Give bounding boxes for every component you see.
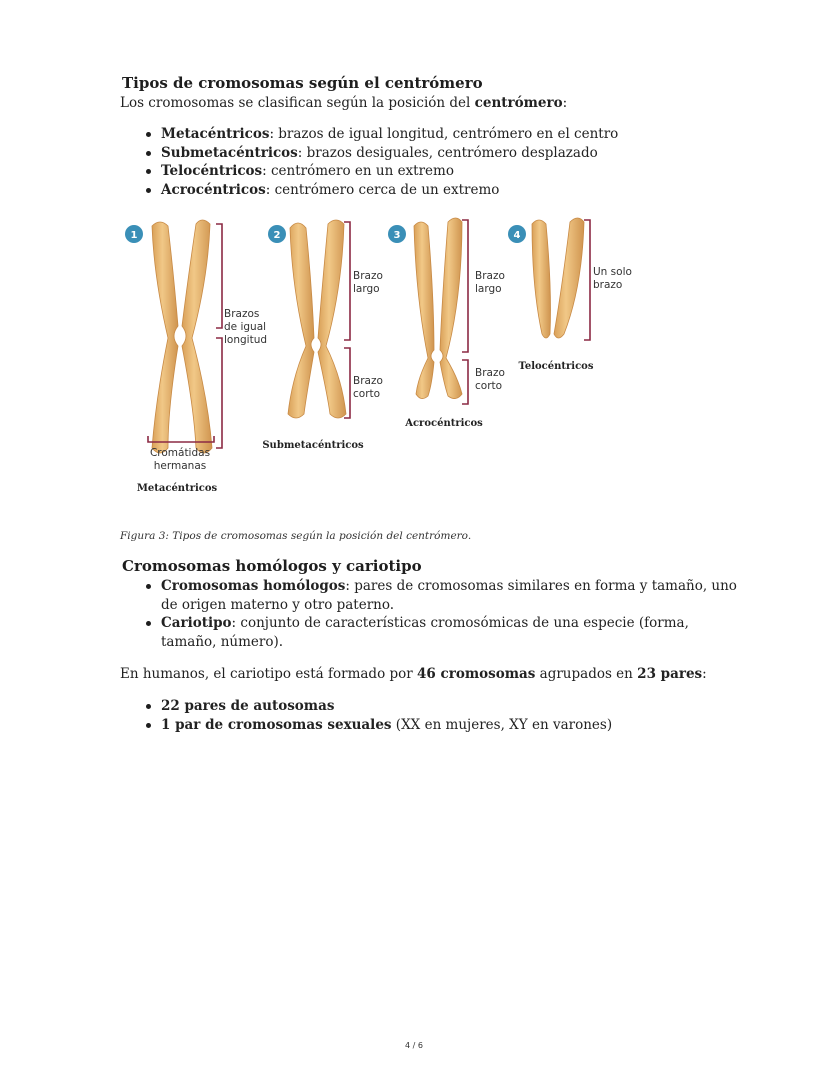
acrocentric-chromosome (414, 218, 462, 399)
number-circle-4 (508, 225, 526, 243)
submetacentric-chromosome (288, 220, 346, 418)
para-text-mid: agrupados en (535, 666, 638, 682)
list-item (144, 697, 612, 716)
label-metacentricos: Metacéntricos (136, 483, 218, 494)
label-telocentricos: Telocéntricos (518, 361, 594, 372)
para-colon: : (702, 666, 707, 682)
svg-text:1: 1 (130, 230, 138, 241)
label-longitud: longitud (224, 334, 268, 346)
chromosome-types-list (144, 125, 618, 199)
list-bold: 1 par de cromosomas sexuales (161, 716, 392, 733)
label-cromatidas: Cromátidas (149, 447, 211, 459)
page-number: 4 / 6 (405, 1041, 423, 1050)
para-bold-23: 23 pares (637, 666, 703, 682)
intro-paragraph (120, 94, 567, 112)
label-brazo-corto-3b: corto (475, 380, 503, 392)
label-submetacentricos: Submetacéntricos (262, 440, 364, 451)
para-bold-46: 46 cromosomas (417, 666, 536, 682)
pairs-list (144, 697, 612, 734)
list-term: Cromosomas homólogos (161, 578, 346, 594)
telocentric-chromosome (532, 218, 584, 338)
label-un-solo: Un solo (593, 266, 632, 278)
karyotype-paragraph (120, 665, 707, 683)
label-de-igual: de igual (224, 321, 267, 333)
list-desc: : conjunto de características cromosómicas de una especie (forma, (231, 615, 689, 631)
label-acrocentricos: Acrocéntricos (405, 418, 483, 429)
homologos-list (144, 577, 737, 651)
intro-text: Los cromosomas se clasifican según la posición del (120, 95, 475, 111)
list-item (144, 716, 612, 735)
label-brazo-largo-3b: largo (475, 283, 502, 295)
list-item (144, 162, 618, 181)
list-desc: : centrómero en un extremo (262, 163, 454, 179)
list-item (144, 144, 618, 163)
list-term: Cariotipo (161, 615, 232, 631)
para-text: En humanos, el cariotipo está formado por (120, 666, 418, 682)
number-circle-2 (268, 225, 286, 243)
intro-colon: : (562, 95, 568, 111)
list-item (144, 577, 737, 614)
figure-caption: Figura 3: Tipos de cromosomas según la posición del centrómero. (120, 530, 472, 542)
list-desc-cont: tamaño, número). (161, 633, 284, 650)
list-term: Telocéntricos (161, 163, 263, 179)
svg-text:4: 4 (513, 230, 521, 241)
label-brazo-largo-3a: Brazo (475, 270, 505, 282)
list-desc: : centrómero cerca de un extremo (265, 181, 500, 198)
list-item (144, 125, 618, 144)
section-title-homologos: Cromosomas homólogos y cariotipo (122, 557, 422, 575)
list-term: Metacéntricos (161, 126, 270, 142)
label-brazos: Brazos (224, 308, 260, 320)
list-term: Acrocéntricos (161, 181, 266, 198)
chromosome-types-figure (118, 208, 634, 498)
label-brazo-corto-2a: Brazo (353, 375, 383, 387)
list-term: Submetacéntricos (161, 144, 298, 161)
label-brazo-corto-3a: Brazo (475, 367, 505, 379)
list-item (144, 181, 618, 200)
number-circle-1 (125, 225, 143, 243)
svg-text:2: 2 (273, 230, 281, 241)
list-rest: (XX en mujeres, XY en varones) (391, 716, 613, 733)
metacentric-chromosome (152, 220, 212, 453)
label-brazo-corto-2b: corto (353, 388, 381, 400)
list-item (144, 614, 737, 651)
label-brazo: brazo (593, 279, 623, 291)
section-title-tipos: Tipos de cromosomas según el centrómero (122, 74, 483, 92)
list-desc-cont: de origen materno y otro paterno. (161, 596, 395, 613)
label-brazo-largo-2b: largo (353, 283, 380, 295)
list-desc: : brazos desiguales, centrómero desplazado (297, 144, 598, 161)
svg-text:3: 3 (393, 230, 401, 241)
list-desc: : pares de cromosomas similares en forma y tamaño, uno (345, 578, 737, 594)
number-circle-3 (388, 225, 406, 243)
label-hermanas: hermanas (153, 460, 207, 472)
label-brazo-largo-2a: Brazo (353, 270, 383, 282)
list-bold: 22 pares de autosomas (161, 698, 335, 714)
bracket-lines (148, 220, 590, 448)
list-desc: : brazos de igual longitud, centrómero en el centro (269, 126, 619, 142)
intro-bold: centrómero (474, 95, 563, 111)
